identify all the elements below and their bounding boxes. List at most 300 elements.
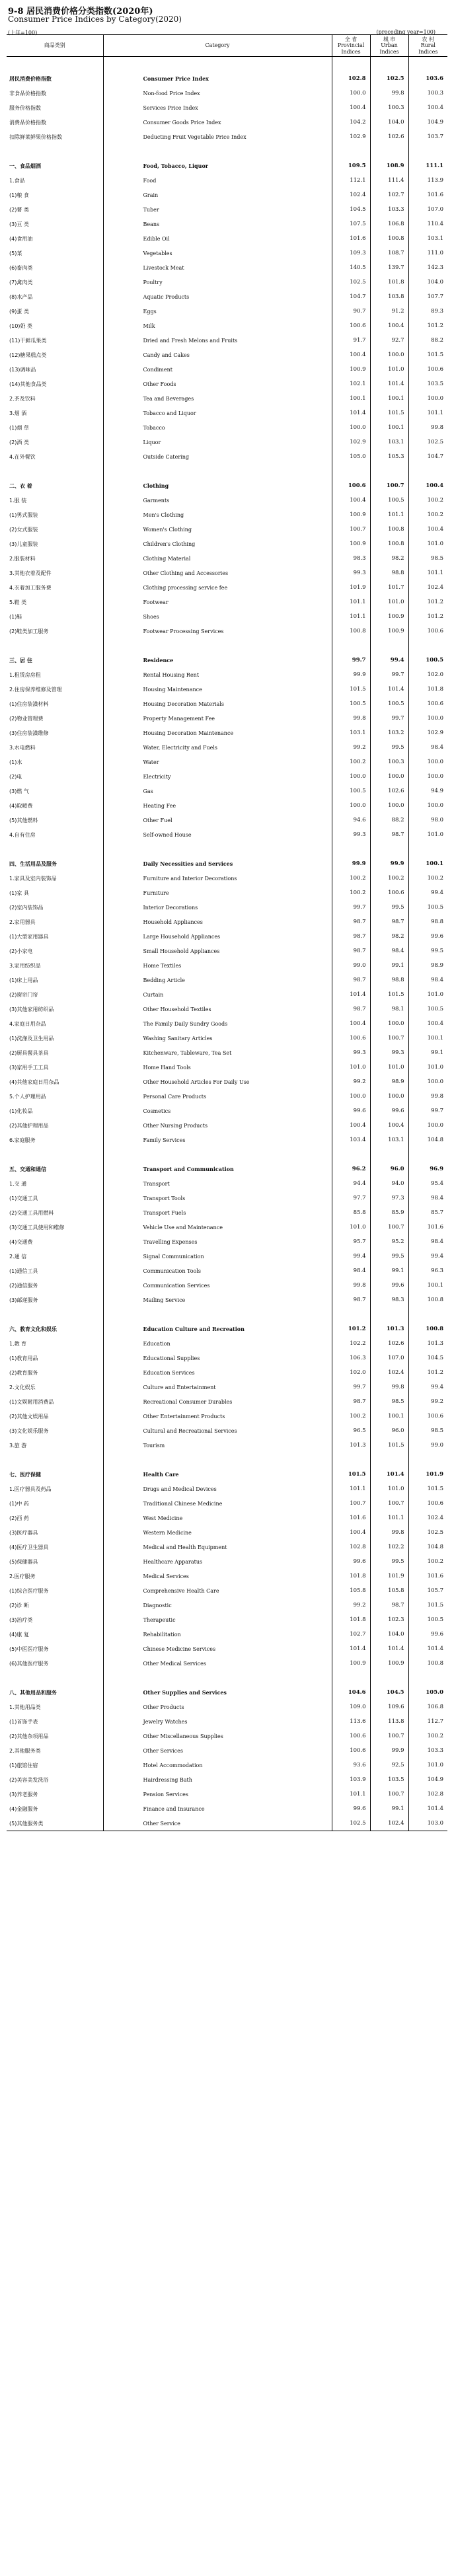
- rural-index: 100.0: [408, 1118, 447, 1133]
- rural-index: 103.5: [408, 377, 447, 391]
- spacer-row: [7, 1671, 447, 1685]
- category-cn: 1.食品: [9, 177, 25, 184]
- table-row: [7, 1264, 447, 1278]
- category-cn: 3.水电燃料: [9, 744, 36, 751]
- rural-index: 100.0: [408, 769, 447, 784]
- table-row: [7, 522, 447, 537]
- rural-index: 101.0: [408, 537, 447, 551]
- category-cn: 消费品价格指数: [9, 119, 46, 126]
- rural-index: 101.9: [408, 1467, 447, 1482]
- table-row: [7, 1351, 447, 1365]
- urban-index: 98.7: [370, 915, 408, 929]
- rural-index: 102.4: [408, 580, 447, 595]
- category-en: Eggs: [103, 304, 332, 319]
- table-row: [7, 420, 447, 435]
- category-en: Men's Clothing: [103, 508, 332, 522]
- urban-index: 98.5: [370, 1394, 408, 1409]
- category-en: Daily Necessities and Services: [103, 856, 332, 871]
- provincial-index: 99.3: [332, 827, 370, 842]
- urban-index: 100.8: [370, 231, 408, 246]
- category-en: Comprehensive Health Care: [103, 1583, 332, 1598]
- table-row: [7, 377, 447, 391]
- table-row: [7, 1220, 447, 1234]
- urban-index: 100.8: [370, 537, 408, 551]
- provincial-index: 97.7: [332, 1191, 370, 1205]
- category-en: Diagnostic: [103, 1598, 332, 1612]
- urban-index: 101.1: [370, 508, 408, 522]
- urban-index: 102.6: [370, 130, 408, 144]
- category-en: Garments: [103, 493, 332, 508]
- provincial-index: 102.9: [332, 435, 370, 449]
- category-en: Other Services: [103, 1743, 332, 1758]
- rural-index: 102.5: [408, 1525, 447, 1540]
- table-row: [7, 1540, 447, 1554]
- table-row: [7, 449, 447, 464]
- provincial-index: 102.5: [332, 275, 370, 289]
- category-cn: (2)其他文娱用品: [9, 1413, 49, 1420]
- category-cn: (11)干鲜瓜果类: [9, 337, 47, 344]
- category-en: Other Nursing Products: [103, 1118, 332, 1133]
- category-en: West Medicine: [103, 1511, 332, 1525]
- category-en: Other Household Articles For Daily Use: [103, 1075, 332, 1089]
- category-cn: (3)豆 类: [9, 221, 29, 227]
- provincial-index: 113.6: [332, 1714, 370, 1729]
- category-en: Medical Services: [103, 1569, 332, 1583]
- rural-index: 98.8: [408, 915, 447, 929]
- provincial-index: 107.5: [332, 217, 370, 231]
- category-en: Transport and Communication: [103, 1162, 332, 1176]
- table-row: [7, 856, 447, 871]
- category-en: Bedding Article: [103, 973, 332, 987]
- provincial-index: 102.1: [332, 377, 370, 391]
- urban-index: 101.0: [370, 595, 408, 609]
- urban-index: 99.9: [370, 856, 408, 871]
- table-row: [7, 1423, 447, 1438]
- category-cn: (1)男式服装: [9, 511, 38, 518]
- rural-index: 101.5: [408, 348, 447, 362]
- urban-index: 98.2: [370, 551, 408, 566]
- provincial-index: 109.3: [332, 246, 370, 260]
- category-en: Jewelry Watches: [103, 1714, 332, 1729]
- rural-index: 99.0: [408, 1438, 447, 1453]
- table-row: [7, 1700, 447, 1714]
- category-cn: 2.服装材料: [9, 555, 36, 562]
- urban-index: 104.0: [370, 1627, 408, 1642]
- table-row: [7, 1816, 447, 1831]
- urban-index: 108.7: [370, 246, 408, 260]
- urban-index: 104.5: [370, 1685, 408, 1700]
- category-en: Communication Tools: [103, 1264, 332, 1278]
- header-urban: [370, 35, 408, 57]
- table-body: [7, 57, 447, 1831]
- provincial-index: 85.8: [332, 1205, 370, 1220]
- category-en: Other Supplies and Services: [103, 1685, 332, 1700]
- category-cn: (4)食用油: [9, 235, 33, 242]
- provincial-index: 99.6: [332, 1104, 370, 1118]
- table-row: [7, 1249, 447, 1264]
- provincial-index: 140.5: [332, 260, 370, 275]
- table-row: [7, 1467, 447, 1482]
- provincial-index: 101.3: [332, 1438, 370, 1453]
- table-row: [7, 1583, 447, 1598]
- category-cn: (1)洗涤及卫生用品: [9, 1035, 54, 1042]
- urban-index: 95.2: [370, 1234, 408, 1249]
- rural-index: 103.6: [408, 71, 447, 86]
- urban-index: 100.0: [370, 348, 408, 362]
- rural-index: 100.2: [408, 871, 447, 886]
- table-row: [7, 987, 447, 1002]
- category-cn: (1)大型家用器具: [9, 933, 49, 940]
- table-row: [7, 1511, 447, 1525]
- table-row: [7, 1016, 447, 1031]
- category-en: Furniture: [103, 886, 332, 900]
- category-en: Other Household Textiles: [103, 1002, 332, 1016]
- table-row: [7, 958, 447, 973]
- rural-index: 98.5: [408, 551, 447, 566]
- table-row: [7, 566, 447, 580]
- category-en: Other Fuel: [103, 813, 332, 827]
- rural-index: 100.6: [408, 1409, 447, 1423]
- category-cn: (5)中医医疗服务: [9, 1646, 49, 1652]
- table-row: [7, 769, 447, 784]
- spacer-row: [7, 1453, 447, 1467]
- category-en: Travelling Expenses: [103, 1234, 332, 1249]
- rural-index: 100.2: [408, 1554, 447, 1569]
- urban-index: 99.4: [370, 653, 408, 667]
- table-row: [7, 333, 447, 348]
- table-row: [7, 1409, 447, 1423]
- urban-index: 104.0: [370, 115, 408, 130]
- rural-index: 100.6: [408, 624, 447, 638]
- table-row: [7, 478, 447, 493]
- category-cn: 扣除鲜菜鲜果价格指数: [9, 133, 62, 140]
- category-en: Footwear Processing Services: [103, 624, 332, 638]
- provincial-index: 100.6: [332, 1743, 370, 1758]
- rural-index: 100.5: [408, 1612, 447, 1627]
- rural-index: 101.5: [408, 1598, 447, 1612]
- rural-index: 104.9: [408, 115, 447, 130]
- rural-index: 100.0: [408, 1075, 447, 1089]
- category-en: Cosmetics: [103, 1104, 332, 1118]
- category-cn: (2)通信服务: [9, 1282, 38, 1289]
- provincial-index: 100.9: [332, 362, 370, 377]
- urban-index: 100.5: [370, 697, 408, 711]
- table-row: [7, 813, 447, 827]
- table-row: [7, 929, 447, 944]
- urban-index: 102.2: [370, 1540, 408, 1554]
- category-en: The Family Daily Sundry Goods: [103, 1016, 332, 1031]
- category-cn: 6.家庭服务: [9, 1137, 36, 1143]
- provincial-index: 96.2: [332, 1162, 370, 1176]
- rural-index: 100.5: [408, 900, 447, 915]
- table-row: [7, 1729, 447, 1743]
- category-en: Liquor: [103, 435, 332, 449]
- category-cn: 1.医疗器具及药品: [9, 1486, 52, 1492]
- rural-index: 100.0: [408, 711, 447, 726]
- table-row: [7, 289, 447, 304]
- category-en: Home Hand Tools: [103, 1060, 332, 1075]
- rural-index: 112.7: [408, 1714, 447, 1729]
- provincial-index: 100.6: [332, 319, 370, 333]
- category-cn: 1.其他用品类: [9, 1704, 41, 1710]
- urban-index: 108.9: [370, 159, 408, 173]
- provincial-index: 100.6: [332, 1729, 370, 1743]
- provincial-index: 99.7: [332, 653, 370, 667]
- category-cn: 1.租赁房房租: [9, 671, 41, 678]
- category-cn: 八、其他用品和服务: [9, 1689, 57, 1696]
- category-en: Electricity: [103, 769, 332, 784]
- category-cn: (3)其他家用纺织品: [9, 1006, 54, 1012]
- provincial-index: 99.2: [332, 1075, 370, 1089]
- category-cn: (3)家用手工工具: [9, 1064, 49, 1071]
- category-cn: (1)烟 草: [9, 424, 29, 431]
- category-en: Medical and Health Equipment: [103, 1540, 332, 1554]
- category-cn: (3)住房装潢维修: [9, 730, 49, 736]
- urban-index: 106.8: [370, 217, 408, 231]
- rural-index: 100.2: [408, 508, 447, 522]
- category-en: Western Medicine: [103, 1525, 332, 1540]
- category-en: Healthcare Apparatus: [103, 1554, 332, 1569]
- table-row: [7, 726, 447, 740]
- table-row: [7, 1772, 447, 1787]
- provincial-index: 101.1: [332, 595, 370, 609]
- table-row: [7, 217, 447, 231]
- provincial-index: 90.7: [332, 304, 370, 319]
- provincial-index: 101.5: [332, 682, 370, 697]
- urban-index: 101.9: [370, 1569, 408, 1583]
- urban-index: 99.8: [370, 86, 408, 100]
- provincial-index: 98.3: [332, 551, 370, 566]
- category-cn: (3)燃 气: [9, 788, 29, 794]
- rural-index: 106.8: [408, 1700, 447, 1714]
- provincial-index: 101.2: [332, 1322, 370, 1336]
- table-row: [7, 86, 447, 100]
- category-cn: (2)美容美发洗浴: [9, 1776, 49, 1783]
- category-en: Recreational Consumer Durables: [103, 1394, 332, 1409]
- urban-index: 101.0: [370, 1482, 408, 1496]
- table-row: [7, 900, 447, 915]
- table-row: [7, 1801, 447, 1816]
- category-cn: (13)调味品: [9, 366, 36, 373]
- rural-index: 104.8: [408, 1540, 447, 1554]
- rural-index: 99.7: [408, 1104, 447, 1118]
- rural-index: 142.3: [408, 260, 447, 275]
- urban-index: 99.7: [370, 711, 408, 726]
- provincial-index: 100.9: [332, 508, 370, 522]
- provincial-index: 100.0: [332, 86, 370, 100]
- category-cn: (3)治疗类: [9, 1616, 33, 1623]
- category-cn: (2)诊 断: [9, 1602, 29, 1609]
- provincial-index: 101.4: [332, 1642, 370, 1656]
- urban-index: 102.3: [370, 1612, 408, 1627]
- provincial-index: 102.0: [332, 1365, 370, 1380]
- urban-index: 98.8: [370, 973, 408, 987]
- category-en: Shoes: [103, 609, 332, 624]
- provincial-index: 103.9: [332, 1772, 370, 1787]
- spacer-row: [7, 464, 447, 478]
- urban-index: 100.7: [370, 1220, 408, 1234]
- urban-index: 100.7: [370, 1496, 408, 1511]
- rural-index: 102.0: [408, 667, 447, 682]
- urban-index: 98.3: [370, 1293, 408, 1307]
- rural-index: 100.2: [408, 493, 447, 508]
- urban-index: 100.8: [370, 522, 408, 537]
- rural-index: 99.4: [408, 1249, 447, 1264]
- urban-index: 107.0: [370, 1351, 408, 1365]
- rural-index: 101.6: [408, 188, 447, 202]
- provincial-index: 99.8: [332, 711, 370, 726]
- provincial-index: 100.6: [332, 1031, 370, 1045]
- category-en: Vehicle Use and Maintenance: [103, 1220, 332, 1234]
- category-en: Water, Electricity and Fuels: [103, 740, 332, 755]
- urban-index: 100.7: [370, 478, 408, 493]
- category-cn: 2.通 信: [9, 1253, 27, 1260]
- table-row: [7, 348, 447, 362]
- header-provincial-cn: 全 省: [344, 36, 358, 43]
- table-row: [7, 493, 447, 508]
- provincial-index: 99.6: [332, 1801, 370, 1816]
- table-row: [7, 1642, 447, 1656]
- category-cn: (2)鞋类加工服务: [9, 628, 49, 634]
- header-urban-en: Urban: [381, 42, 398, 49]
- category-cn: (6)畜肉类: [9, 264, 33, 271]
- category-cn: (5)保健器具: [9, 1558, 38, 1565]
- category-cn: (7)禽肉类: [9, 279, 33, 285]
- category-en: Other Foods: [103, 377, 332, 391]
- category-en: Tobacco and Liquor: [103, 406, 332, 420]
- category-cn: 四、生活用品及服务: [9, 860, 57, 867]
- provincial-index: 99.9: [332, 856, 370, 871]
- urban-index: 100.5: [370, 493, 408, 508]
- provincial-index: 101.8: [332, 1612, 370, 1627]
- urban-index: 101.5: [370, 987, 408, 1002]
- category-en: Women's Clothing: [103, 522, 332, 537]
- category-cn: (4)取暖费: [9, 802, 33, 809]
- rural-index: 101.5: [408, 1482, 447, 1496]
- urban-index: 101.8: [370, 275, 408, 289]
- spacer-row: [7, 1307, 447, 1322]
- category-cn: 1.交 通: [9, 1180, 27, 1187]
- urban-index: 103.8: [370, 289, 408, 304]
- category-cn: (2)其他杂项用品: [9, 1733, 49, 1739]
- provincial-index: 101.0: [332, 1220, 370, 1234]
- category-en: Other Service: [103, 1816, 332, 1831]
- rural-index: 89.3: [408, 304, 447, 319]
- provincial-index: 99.9: [332, 667, 370, 682]
- category-cn: (1)文娱耐用消费品: [9, 1398, 54, 1405]
- rural-index: 101.2: [408, 1365, 447, 1380]
- rural-index: 101.1: [408, 566, 447, 580]
- table-row: [7, 1118, 447, 1133]
- category-en: Health Care: [103, 1467, 332, 1482]
- table-row: [7, 1104, 447, 1118]
- urban-index: 99.6: [370, 1104, 408, 1118]
- category-cn: (2)小家电: [9, 948, 33, 954]
- category-en: Rehabilitation: [103, 1627, 332, 1642]
- urban-index: 99.5: [370, 740, 408, 755]
- category-cn: 5.个人护理用品: [9, 1093, 46, 1100]
- category-en: Personal Care Products: [103, 1089, 332, 1104]
- urban-index: 98.7: [370, 1598, 408, 1612]
- category-en: Furniture and Interior Decorations: [103, 871, 332, 886]
- urban-index: 101.4: [370, 682, 408, 697]
- table-row: [7, 1031, 447, 1045]
- rural-index: 99.5: [408, 944, 447, 958]
- rural-index: 100.8: [408, 1293, 447, 1307]
- provincial-index: 101.1: [332, 609, 370, 624]
- table-row: [7, 551, 447, 566]
- table-row: [7, 1627, 447, 1642]
- rural-index: 107.0: [408, 202, 447, 217]
- category-en: Other Entertainment Products: [103, 1409, 332, 1423]
- table-row: [7, 1075, 447, 1089]
- provincial-index: 104.5: [332, 202, 370, 217]
- category-cn: (4)金融服务: [9, 1805, 38, 1812]
- category-cn: 一、食品烟酒: [9, 163, 41, 169]
- rural-index: 101.0: [408, 1060, 447, 1075]
- provincial-index: 94.6: [332, 813, 370, 827]
- category-en: Other Medical Services: [103, 1656, 332, 1671]
- category-cn: 4.在外餐饮: [9, 453, 36, 460]
- rural-index: 99.6: [408, 1627, 447, 1642]
- category-en: Transport Fuels: [103, 1205, 332, 1220]
- table-row: [7, 973, 447, 987]
- urban-index: 102.6: [370, 1336, 408, 1351]
- category-en: Washing Sanitary Articles: [103, 1031, 332, 1045]
- rural-index: 101.4: [408, 1642, 447, 1656]
- provincial-index: 112.1: [332, 173, 370, 188]
- provincial-index: 102.8: [332, 1540, 370, 1554]
- urban-index: 100.1: [370, 391, 408, 406]
- rural-index: 103.1: [408, 231, 447, 246]
- provincial-index: 98.7: [332, 973, 370, 987]
- provincial-index: 100.7: [332, 522, 370, 537]
- table-row: [7, 827, 447, 842]
- category-en: Household Appliances: [103, 915, 332, 929]
- spacer-row: [7, 144, 447, 159]
- table-row: [7, 798, 447, 813]
- provincial-index: 99.3: [332, 566, 370, 580]
- provincial-index: 100.9: [332, 537, 370, 551]
- provincial-index: 93.6: [332, 1758, 370, 1772]
- table-row: [7, 595, 447, 609]
- category-cn: 3.烟 酒: [9, 410, 27, 416]
- category-en: Grain: [103, 188, 332, 202]
- table-row: [7, 319, 447, 333]
- urban-index: 98.7: [370, 827, 408, 842]
- urban-index: 98.4: [370, 944, 408, 958]
- table-row: [7, 1205, 447, 1220]
- category-en: Children's Clothing: [103, 537, 332, 551]
- rural-index: 102.9: [408, 726, 447, 740]
- rural-index: 99.4: [408, 1380, 447, 1394]
- category-en: Mailing Service: [103, 1293, 332, 1307]
- provincial-index: 99.2: [332, 740, 370, 755]
- table-row: [7, 260, 447, 275]
- table-row: [7, 1278, 447, 1293]
- table-row: [7, 1394, 447, 1409]
- urban-index: 99.3: [370, 1045, 408, 1060]
- category-cn: 居民消费价格指数: [9, 75, 52, 82]
- category-en: Clothing processing service fee: [103, 580, 332, 595]
- urban-index: 139.7: [370, 260, 408, 275]
- urban-index: 98.8: [370, 566, 408, 580]
- category-cn: 4.衣着加工服务费: [9, 584, 52, 591]
- rural-index: 95.4: [408, 1176, 447, 1191]
- table-row: [7, 609, 447, 624]
- rural-index: 100.5: [408, 653, 447, 667]
- urban-index: 100.1: [370, 420, 408, 435]
